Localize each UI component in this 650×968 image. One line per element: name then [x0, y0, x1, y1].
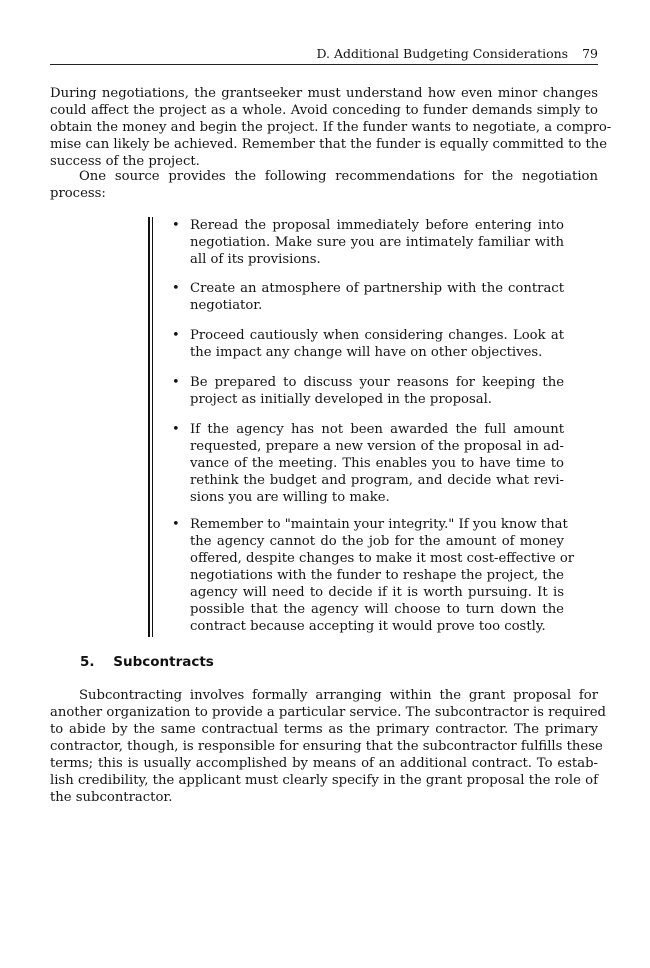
text-line: offered, despite changes to make it most cost-effective or [190, 551, 575, 566]
section-number: 5. [80, 654, 95, 670]
text-line: If the agency has not been awarded the full amount [190, 422, 564, 437]
paragraph-recommendations-intro [50, 168, 598, 202]
bullet-marker: • [172, 218, 180, 233]
text-line: terms; this is usually accomplished by means of an additional contract. To estab- [50, 756, 598, 771]
text-line: the subcontractor. [50, 790, 173, 805]
text-line: obtain the money and begin the project. If the funder wants to negotiate, a compro- [50, 120, 612, 135]
sidebar-rule-thin [152, 217, 153, 637]
bullet-marker: • [172, 517, 180, 532]
running-header [50, 46, 598, 65]
text-line: agency will need to decide if it is worth pursuing. It is [190, 585, 564, 600]
section-title: Subcontracts [113, 654, 214, 670]
text-line: contractor, though, is responsible for ensuring that the subcontractor fulfills these [50, 739, 603, 754]
text-line: to abide by the same contractual terms as the primary contractor. The primary [50, 722, 598, 737]
text-line: Reread the proposal immediately before entering into [190, 218, 564, 233]
section-heading-subcontracts [80, 654, 214, 670]
text-line: process: [50, 186, 106, 201]
text-line: negotiations with the funder to reshape the project, the [190, 568, 564, 583]
text-line: Subcontracting involves formally arranging within the grant proposal for [79, 688, 598, 703]
text-line: could affect the project as a whole. Avoid conceding to funder demands simply to [50, 103, 598, 118]
text-line: contract because accepting it would prove too costly. [190, 619, 546, 634]
text-line: negotiation. Make sure you are intimately familiar with [190, 235, 564, 250]
text-line: During negotiations, the grantseeker must understand how even minor changes [50, 86, 598, 101]
bullet-marker: • [172, 328, 180, 343]
text-line: mise can likely be achieved. Remember that the funder is equally committed to the [50, 137, 608, 152]
text-line: all of its provisions. [190, 252, 321, 267]
bullet-marker: • [172, 281, 180, 296]
text-line: Be prepared to discuss your reasons for keeping the [190, 375, 564, 390]
text-line: Remember to "maintain your integrity." If you know that [190, 517, 568, 532]
bullet-marker: • [172, 422, 180, 437]
text-line: rethink the budget and program, and decide what revi- [190, 473, 564, 488]
text-line: negotiator. [190, 298, 263, 313]
text-line: Create an atmosphere of partnership with the contract [190, 281, 564, 296]
text-line: One source provides the following recommendations for the negotiation [79, 169, 598, 184]
text-line: Proceed cautiously when considering changes. Look at [190, 328, 564, 343]
text-line: requested, prepare a new version of the proposal in ad- [190, 439, 564, 454]
text-line: the impact any change will have on other objectives. [190, 345, 543, 360]
paragraph-subcontracting [50, 687, 606, 806]
bullet-marker: • [172, 375, 180, 390]
text-line: possible that the agency will choose to turn down the [190, 602, 564, 617]
paragraph-negotiations [50, 85, 612, 170]
text-line: vance of the meeting. This enables you to have time to [190, 456, 564, 471]
text-line: success of the project. [50, 154, 200, 169]
text-line: sions you are willing to make. [190, 490, 390, 505]
text-line: lish credibility, the applicant must clearly specify in the grant proposal the role of [50, 773, 598, 788]
text-line: the agency cannot do the job for the amount of money [190, 534, 564, 549]
page-number: 79 [582, 46, 598, 61]
text-line: another organization to provide a particular service. The subcontractor is required [50, 705, 606, 720]
sidebar-rule [148, 217, 150, 637]
header-section-title: D. Additional Budgeting Considerations [316, 46, 569, 61]
text-line: project as initially developed in the proposal. [190, 392, 492, 407]
